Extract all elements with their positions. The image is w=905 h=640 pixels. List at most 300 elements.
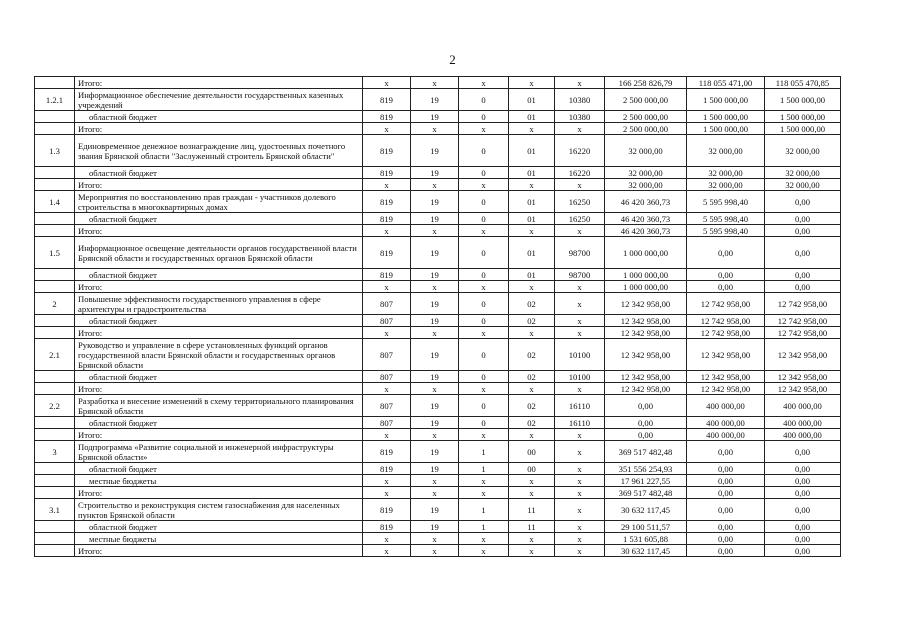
- sum-year-1: 12 342 958,00: [605, 293, 687, 315]
- row-name: Итого:: [75, 77, 363, 89]
- code-admin: 819: [363, 237, 411, 269]
- sum-year-3: 0,00: [765, 475, 841, 487]
- code-admin: 819: [363, 111, 411, 123]
- table-row: [35, 327, 841, 339]
- code-direction: 98700: [555, 237, 605, 269]
- code-admin: 807: [363, 339, 411, 371]
- table-row: [35, 499, 841, 521]
- sum-year-3: 0,00: [765, 533, 841, 545]
- sum-year-1: 351 556 254,93: [605, 463, 687, 475]
- page-number: 2: [449, 52, 456, 67]
- code-program: 19: [411, 417, 459, 429]
- budget-table: [34, 76, 841, 557]
- code-main-event: 01: [509, 135, 555, 167]
- code-direction: х: [555, 327, 605, 339]
- row-name: Итого:: [75, 383, 363, 395]
- code-main-event: х: [509, 533, 555, 545]
- row-number: [35, 281, 75, 293]
- sum-year-1: 166 258 826,79: [605, 77, 687, 89]
- code-subprogram: х: [459, 533, 509, 545]
- code-main-event: х: [509, 327, 555, 339]
- row-name: областной бюджет: [75, 521, 363, 533]
- code-direction: х: [555, 77, 605, 89]
- table-row: [35, 371, 841, 383]
- code-subprogram: х: [459, 545, 509, 557]
- code-direction: х: [555, 429, 605, 441]
- code-direction: х: [555, 123, 605, 135]
- row-number: [35, 77, 75, 89]
- code-subprogram: 0: [459, 111, 509, 123]
- row-number: [35, 167, 75, 179]
- sum-year-2: 5 595 998,40: [687, 191, 765, 213]
- sum-year-2: 32 000,00: [687, 179, 765, 191]
- code-admin: 819: [363, 135, 411, 167]
- row-name: местные бюджеты: [75, 533, 363, 545]
- sum-year-3: 0,00: [765, 441, 841, 463]
- row-number: 2: [35, 293, 75, 315]
- sum-year-1: 1 000 000,00: [605, 269, 687, 281]
- code-main-event: 02: [509, 315, 555, 327]
- code-program: 19: [411, 521, 459, 533]
- code-direction: х: [555, 521, 605, 533]
- code-main-event: 00: [509, 463, 555, 475]
- row-number: 1.5: [35, 237, 75, 269]
- sum-year-3: 0,00: [765, 269, 841, 281]
- code-admin: х: [363, 281, 411, 293]
- code-direction: х: [555, 293, 605, 315]
- code-main-event: 00: [509, 441, 555, 463]
- code-program: х: [411, 475, 459, 487]
- code-program: х: [411, 77, 459, 89]
- row-number: [35, 521, 75, 533]
- sum-year-2: 0,00: [687, 281, 765, 293]
- code-program: х: [411, 225, 459, 237]
- code-main-event: 01: [509, 237, 555, 269]
- code-admin: х: [363, 533, 411, 545]
- code-admin: х: [363, 225, 411, 237]
- sum-year-2: 0,00: [687, 441, 765, 463]
- code-admin: 807: [363, 417, 411, 429]
- code-program: х: [411, 383, 459, 395]
- row-name: областной бюджет: [75, 315, 363, 327]
- sum-year-1: 12 342 958,00: [605, 327, 687, 339]
- code-main-event: 02: [509, 395, 555, 417]
- code-admin: 819: [363, 269, 411, 281]
- code-direction: х: [555, 487, 605, 499]
- sum-year-3: 32 000,00: [765, 179, 841, 191]
- sum-year-3: 12 742 958,00: [765, 293, 841, 315]
- table-row: [35, 237, 841, 269]
- row-name: Единовременное денежное вознаграждение лиц, удостоенных почетного звания Брянской области "Заслуженный строитель Брянской области": [75, 135, 363, 167]
- code-direction: х: [555, 281, 605, 293]
- code-program: 19: [411, 89, 459, 111]
- code-subprogram: х: [459, 179, 509, 191]
- row-name: областной бюджет: [75, 167, 363, 179]
- code-subprogram: х: [459, 383, 509, 395]
- code-program: х: [411, 179, 459, 191]
- code-subprogram: х: [459, 487, 509, 499]
- sum-year-3: 0,00: [765, 281, 841, 293]
- row-name: Итого:: [75, 123, 363, 135]
- sum-year-2: 12 742 958,00: [687, 315, 765, 327]
- row-name: областной бюджет: [75, 463, 363, 475]
- code-subprogram: 0: [459, 417, 509, 429]
- code-direction: х: [555, 533, 605, 545]
- sum-year-3: 0,00: [765, 213, 841, 225]
- sum-year-2: 12 742 958,00: [687, 327, 765, 339]
- code-subprogram: х: [459, 475, 509, 487]
- code-main-event: 11: [509, 521, 555, 533]
- row-number: [35, 487, 75, 499]
- table-row: [35, 135, 841, 167]
- row-name: областной бюджет: [75, 417, 363, 429]
- code-direction: х: [555, 475, 605, 487]
- code-main-event: х: [509, 225, 555, 237]
- code-program: х: [411, 545, 459, 557]
- code-main-event: х: [509, 545, 555, 557]
- sum-year-3: 118 055 470,85: [765, 77, 841, 89]
- sum-year-1: 0,00: [605, 395, 687, 417]
- code-direction: 10380: [555, 89, 605, 111]
- code-direction: 16250: [555, 191, 605, 213]
- sum-year-2: 5 595 998,40: [687, 213, 765, 225]
- sum-year-3: 0,00: [765, 499, 841, 521]
- code-program: 19: [411, 441, 459, 463]
- sum-year-2: 32 000,00: [687, 167, 765, 179]
- row-name: Руководство и управление в сфере установленных функций органов государственной власти Брянской области и государственных органов Брянской области: [75, 339, 363, 371]
- sum-year-1: 30 632 117,45: [605, 545, 687, 557]
- code-admin: х: [363, 179, 411, 191]
- sum-year-3: 0,00: [765, 225, 841, 237]
- code-direction: 98700: [555, 269, 605, 281]
- sum-year-3: 0,00: [765, 191, 841, 213]
- sum-year-3: 1 500 000,00: [765, 123, 841, 135]
- row-number: 1.2.1: [35, 89, 75, 111]
- sum-year-2: 400 000,00: [687, 417, 765, 429]
- code-program: 19: [411, 463, 459, 475]
- code-direction: 16110: [555, 395, 605, 417]
- row-number: [35, 417, 75, 429]
- code-main-event: 01: [509, 111, 555, 123]
- sum-year-2: 12 342 958,00: [687, 371, 765, 383]
- sum-year-1: 17 961 227,55: [605, 475, 687, 487]
- sum-year-3: 1 500 000,00: [765, 111, 841, 123]
- code-direction: 16110: [555, 417, 605, 429]
- code-subprogram: 1: [459, 499, 509, 521]
- row-number: 3: [35, 441, 75, 463]
- sum-year-1: 369 517 482,48: [605, 487, 687, 499]
- sum-year-2: 0,00: [687, 533, 765, 545]
- sum-year-3: 0,00: [765, 545, 841, 557]
- sum-year-3: 32 000,00: [765, 135, 841, 167]
- row-name: областной бюджет: [75, 269, 363, 281]
- code-direction: х: [555, 383, 605, 395]
- row-number: [35, 475, 75, 487]
- sum-year-3: 0,00: [765, 521, 841, 533]
- code-subprogram: 0: [459, 371, 509, 383]
- row-name: областной бюджет: [75, 371, 363, 383]
- row-number: [35, 429, 75, 441]
- code-direction: х: [555, 315, 605, 327]
- row-name: областной бюджет: [75, 213, 363, 225]
- code-main-event: х: [509, 487, 555, 499]
- sum-year-1: 12 342 958,00: [605, 315, 687, 327]
- row-number: [35, 327, 75, 339]
- row-number: [35, 269, 75, 281]
- code-direction: х: [555, 179, 605, 191]
- sum-year-2: 118 055 471,00: [687, 77, 765, 89]
- code-subprogram: 0: [459, 191, 509, 213]
- code-subprogram: 0: [459, 315, 509, 327]
- sum-year-2: 0,00: [687, 545, 765, 557]
- row-number: [35, 111, 75, 123]
- sum-year-1: 32 000,00: [605, 179, 687, 191]
- code-program: х: [411, 327, 459, 339]
- code-admin: х: [363, 545, 411, 557]
- row-number: 2.1: [35, 339, 75, 371]
- code-program: х: [411, 281, 459, 293]
- table-row: [35, 521, 841, 533]
- code-subprogram: 1: [459, 521, 509, 533]
- sum-year-3: 0,00: [765, 487, 841, 499]
- table-row: [35, 179, 841, 191]
- code-program: 19: [411, 135, 459, 167]
- code-direction: 16250: [555, 213, 605, 225]
- code-subprogram: 0: [459, 167, 509, 179]
- sum-year-3: 0,00: [765, 237, 841, 269]
- table-row: [35, 269, 841, 281]
- budget-table-body: [35, 77, 841, 557]
- sum-year-1: 2 500 000,00: [605, 123, 687, 135]
- sum-year-2: 0,00: [687, 475, 765, 487]
- table-row: [35, 225, 841, 237]
- row-name: Итого:: [75, 179, 363, 191]
- sum-year-3: 0,00: [765, 463, 841, 475]
- row-name: Мероприятия по восстановлению прав граждан - участников долевого строительства в многоквартирных домах: [75, 191, 363, 213]
- sum-year-2: 0,00: [687, 237, 765, 269]
- code-main-event: 01: [509, 167, 555, 179]
- code-main-event: 01: [509, 213, 555, 225]
- sum-year-1: 12 342 958,00: [605, 371, 687, 383]
- row-number: [35, 545, 75, 557]
- sum-year-2: 400 000,00: [687, 395, 765, 417]
- row-name: Итого:: [75, 429, 363, 441]
- code-direction: 10100: [555, 371, 605, 383]
- sum-year-1: 0,00: [605, 429, 687, 441]
- code-admin: 807: [363, 315, 411, 327]
- code-subprogram: 0: [459, 339, 509, 371]
- code-admin: 819: [363, 213, 411, 225]
- row-name: Подпрограмма «Развитие социальной и инженерной инфраструктуры Брянской области»: [75, 441, 363, 463]
- sum-year-2: 1 500 000,00: [687, 123, 765, 135]
- row-number: 1.4: [35, 191, 75, 213]
- code-subprogram: 1: [459, 463, 509, 475]
- row-number: [35, 123, 75, 135]
- code-program: 19: [411, 499, 459, 521]
- sum-year-3: 400 000,00: [765, 395, 841, 417]
- code-program: 19: [411, 269, 459, 281]
- sum-year-1: 46 420 360,73: [605, 191, 687, 213]
- code-subprogram: 0: [459, 237, 509, 269]
- table-row: [35, 487, 841, 499]
- sum-year-2: 12 342 958,00: [687, 339, 765, 371]
- sum-year-1: 12 342 958,00: [605, 339, 687, 371]
- sum-year-1: 29 100 511,57: [605, 521, 687, 533]
- code-admin: х: [363, 123, 411, 135]
- sum-year-2: 0,00: [687, 499, 765, 521]
- sum-year-3: 1 500 000,00: [765, 89, 841, 111]
- sum-year-3: 32 000,00: [765, 167, 841, 179]
- sum-year-1: 32 000,00: [605, 135, 687, 167]
- row-number: 3.1: [35, 499, 75, 521]
- code-admin: х: [363, 383, 411, 395]
- sum-year-1: 0,00: [605, 417, 687, 429]
- code-admin: 819: [363, 463, 411, 475]
- table-row: [35, 395, 841, 417]
- row-number: [35, 383, 75, 395]
- sum-year-3: 12 342 958,00: [765, 371, 841, 383]
- code-direction: 10100: [555, 339, 605, 371]
- code-main-event: х: [509, 383, 555, 395]
- code-main-event: 02: [509, 417, 555, 429]
- row-name: Разработка и внесение изменений в схему территориального планирования Брянской области: [75, 395, 363, 417]
- sum-year-2: 0,00: [687, 487, 765, 499]
- code-admin: 819: [363, 89, 411, 111]
- code-program: 19: [411, 293, 459, 315]
- sum-year-3: 400 000,00: [765, 417, 841, 429]
- code-admin: 819: [363, 441, 411, 463]
- code-main-event: 01: [509, 269, 555, 281]
- sum-year-1: 2 500 000,00: [605, 111, 687, 123]
- code-admin: 819: [363, 521, 411, 533]
- row-name: Итого:: [75, 327, 363, 339]
- table-row: [35, 281, 841, 293]
- code-program: 19: [411, 339, 459, 371]
- sum-year-2: 1 500 000,00: [687, 111, 765, 123]
- code-admin: х: [363, 429, 411, 441]
- table-row: [35, 213, 841, 225]
- code-direction: х: [555, 441, 605, 463]
- sum-year-2: 12 342 958,00: [687, 383, 765, 395]
- code-direction: х: [555, 225, 605, 237]
- sum-year-2: 1 500 000,00: [687, 89, 765, 111]
- code-admin: х: [363, 475, 411, 487]
- table-row: [35, 339, 841, 371]
- code-direction: х: [555, 545, 605, 557]
- row-name: областной бюджет: [75, 111, 363, 123]
- row-name: Информационное обеспечение деятельности государственных казенных учреждений: [75, 89, 363, 111]
- code-main-event: х: [509, 475, 555, 487]
- code-main-event: 02: [509, 293, 555, 315]
- sum-year-2: 12 742 958,00: [687, 293, 765, 315]
- code-admin: 807: [363, 293, 411, 315]
- table-row: [35, 545, 841, 557]
- code-subprogram: 0: [459, 293, 509, 315]
- code-admin: х: [363, 327, 411, 339]
- code-subprogram: х: [459, 281, 509, 293]
- code-admin: 819: [363, 191, 411, 213]
- code-admin: 819: [363, 499, 411, 521]
- code-subprogram: 1: [459, 441, 509, 463]
- sum-year-3: 12 742 958,00: [765, 315, 841, 327]
- table-row: [35, 167, 841, 179]
- table-row: [35, 533, 841, 545]
- table-row: [35, 191, 841, 213]
- row-number: [35, 315, 75, 327]
- table-row: [35, 123, 841, 135]
- row-name: Итого:: [75, 545, 363, 557]
- row-number: [35, 463, 75, 475]
- table-row: [35, 111, 841, 123]
- code-main-event: х: [509, 429, 555, 441]
- code-main-event: 01: [509, 89, 555, 111]
- code-subprogram: 0: [459, 269, 509, 281]
- code-admin: х: [363, 487, 411, 499]
- code-program: 19: [411, 213, 459, 225]
- code-main-event: 02: [509, 371, 555, 383]
- sum-year-2: 0,00: [687, 463, 765, 475]
- code-program: 19: [411, 167, 459, 179]
- row-name: Итого:: [75, 281, 363, 293]
- row-number: [35, 213, 75, 225]
- code-subprogram: х: [459, 123, 509, 135]
- code-subprogram: 0: [459, 89, 509, 111]
- code-main-event: х: [509, 179, 555, 191]
- code-main-event: 01: [509, 191, 555, 213]
- row-name: Строительство и реконструкция систем газоснабжения для населенных пунктов Брянской области: [75, 499, 363, 521]
- sum-year-1: 32 000,00: [605, 167, 687, 179]
- row-number: [35, 371, 75, 383]
- sum-year-2: 5 595 998,40: [687, 225, 765, 237]
- table-row: [35, 475, 841, 487]
- code-main-event: 11: [509, 499, 555, 521]
- code-direction: 16220: [555, 135, 605, 167]
- sum-year-2: 400 000,00: [687, 429, 765, 441]
- code-subprogram: х: [459, 77, 509, 89]
- table-row: [35, 417, 841, 429]
- sum-year-3: 12 342 958,00: [765, 383, 841, 395]
- table-row: [35, 463, 841, 475]
- sum-year-1: 46 420 360,73: [605, 225, 687, 237]
- sum-year-1: 1 000 000,00: [605, 237, 687, 269]
- code-program: 19: [411, 111, 459, 123]
- code-subprogram: 0: [459, 395, 509, 417]
- sum-year-3: 400 000,00: [765, 429, 841, 441]
- code-program: 19: [411, 191, 459, 213]
- table-row: [35, 383, 841, 395]
- table-row: [35, 429, 841, 441]
- code-main-event: х: [509, 281, 555, 293]
- code-main-event: х: [509, 77, 555, 89]
- code-direction: 10380: [555, 111, 605, 123]
- sum-year-3: 12 342 958,00: [765, 339, 841, 371]
- code-main-event: 02: [509, 339, 555, 371]
- sum-year-1: 46 420 360,73: [605, 213, 687, 225]
- code-admin: х: [363, 77, 411, 89]
- code-subprogram: х: [459, 429, 509, 441]
- code-program: х: [411, 487, 459, 499]
- sum-year-2: 32 000,00: [687, 135, 765, 167]
- row-name: Информационное освещение деятельности органов государственной власти Брянской области и государственных органов Брянской области: [75, 237, 363, 269]
- row-name: местные бюджеты: [75, 475, 363, 487]
- code-direction: х: [555, 499, 605, 521]
- code-admin: 807: [363, 371, 411, 383]
- code-direction: х: [555, 463, 605, 475]
- sum-year-1: 1 531 605,88: [605, 533, 687, 545]
- row-name: Итого:: [75, 225, 363, 237]
- code-main-event: х: [509, 123, 555, 135]
- row-number: 1.3: [35, 135, 75, 167]
